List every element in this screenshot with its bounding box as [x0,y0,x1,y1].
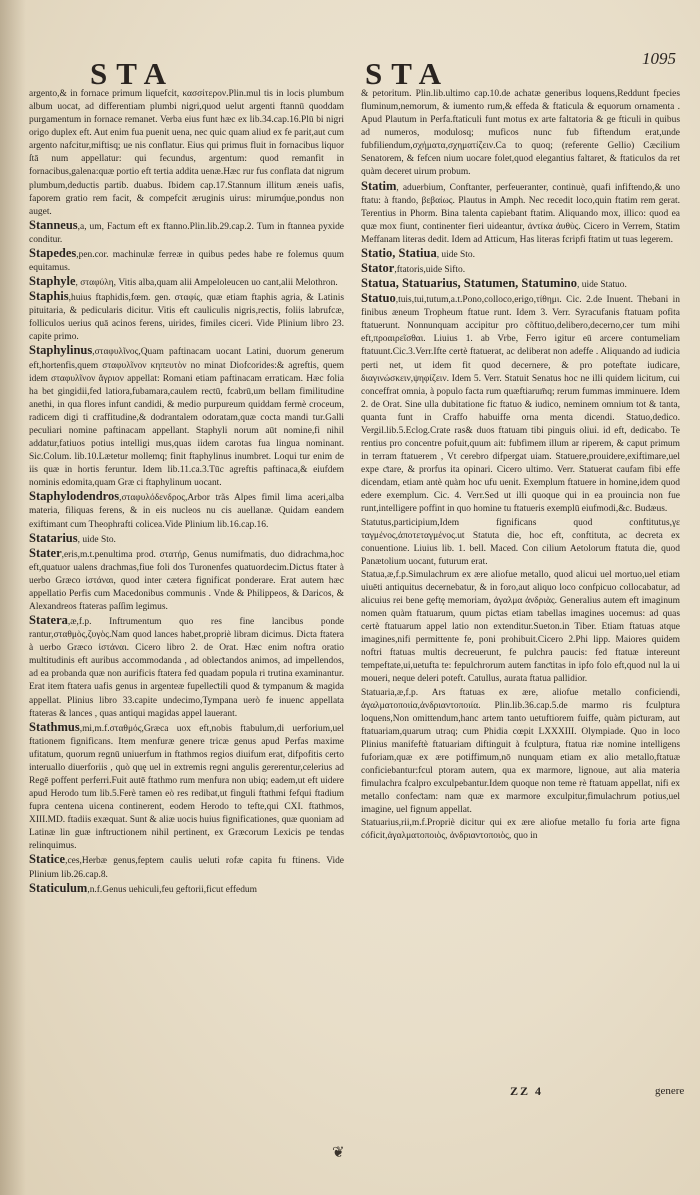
dictionary-entry [361,277,680,292]
entry-headword: Stator [361,261,395,276]
entry-headword: Stathmus [29,719,80,734]
dictionary-entry [361,247,680,262]
dictionary-entry [361,517,680,569]
signature-mark: ZZ 4 [510,1084,544,1098]
dictionary-entry [361,88,680,180]
entry-headword: Staphis [29,289,69,304]
entry-headword: Statio, Statiua [361,245,437,260]
entry-text: ,pen.cor. machinulæ ferreæ in quibus pedes habe re folemus quum equitamus. [29,249,344,274]
left-running-head: STA [90,56,176,91]
dictionary-entry [29,547,344,614]
entry-headword: Statera [29,613,68,628]
dictionary-entry [361,817,680,843]
entry-headword: Statarius [29,530,78,545]
entry-text: ,ftatoris,uide Sifto. [394,265,466,276]
entry-headword: Statuo [361,291,396,306]
dictionary-entry [29,490,344,531]
entry-text: & petoritum. Plin.lib.ultimo cap.10.de achatæ generibus loquens,Reddunt fpecies fluminum,nemorum, & iumento rum,& effeda & ftaticula & equorum ornamenta . Apud Plautum in Perfa.ftaticuli funt motus ex arte faltatoria & ge fticuli in quibus ad numeros, modulosq; muficos nunc fub fiftendum erat,unde fubfiliendum,σχήματα,σχηματίζειν.Ca to quoq; (referente Gellio) Cæcilium Senatorem, & fefcen nium uocare folet,quod elegantius faltaret, & ftaticulos da ret quàm deceret uirum probum. [361,89,680,178]
catchword: genere [655,1085,685,1097]
dictionary-entry [29,721,344,854]
entry-text: ,tuis,tui,tutum,a.t.Pono,colloco,erigo,τίθημι. Cic. 2.de Inuent. Thebani in finibus æneum Tropheum ftatue runt. Idem 3. Verr. Syracufanis ftatuam pofita ftatuerunt. Nonnunquam accipitur pro cõftituo,delibero,decerno,cer tum mihi eft,προαιρεῖσθαι. Liuius 1. ab Vrbe, Ferro igitur eū arcere contumeliam ftatuunt.Cic.3.Verr.Ifte certè ftatuerat, ac deliberat non adeffe . Aliquando ad iudicia perti net, ut idem fit quod decernere, & pro poteftate iudicare, διαγινώσκειν,ψηφίζειν. Idem 5. Verr. Statuit Senatus hoc ne illi quidem licitum, cui conceffrat omnia, à populo facta rum quæftiarum̄q; rerum fummas imminuere. Idem 2. de Orat. Sine ulla dubitatione fic ftatuo & iudico, neminem omnium tot & tanta, quanta funt in Craffo habuiffe orna menta dicendi. Statuo,dedico. Vergil.lib.5.Eclog.Crate ras& duos ftatuam tibi pinguis oliui. id eft, dedicabo. Te rentius pro concentre pofuit,quum ait: fubfimem illum ar riperem, & caput primum in terram ftatuerem , Vt cerebro difpergat uiam. Statuere,prouidere,exiftimare,uel expe ƈtare, & prorfus ita opinari. Cicero ultimo. Verr. Statuerat caufam fibi effe dicendam, etiam antè quàm hoc ufu uenit. Exemplum ftatuere in homine,idem quod edere exemplum. Cic. 4. Verr.Sed ut illi quoque qui in ea prouincia non fue runt,intelligere poffint in quo homine tu ftatueris exemplū eiufmodi,&c. Budæus. [361,295,680,515]
entry-headword: Statice [29,852,66,867]
entry-headword: Stanneus [29,217,78,232]
right-column [361,88,680,843]
entry-text: ,eris,m.t.penultima prod. στατήρ, Genus numifmatis, duo didrachma,hoc eft,quatuor ualens drachmas,fiue foli dos Turonenfes quatuordecim.Dictus ftater à uerbo Græco ἱστάναι, quod inter cætera fignificat ponderare. Erat autem hæc appellatio Perfis cum Macedonibus communis . Vnde & Philippeos, & Daricos, & Alexandreos ftateras paſſim legimus. [29,549,344,612]
dictionary-entry [29,247,344,275]
entry-text: Statutus,participium,Idem fignificans quod conftitutus,γε ταγμένος,ἀποτεταγμένος.ut Statuta die, hoc eft, conftituta, ac decreta ex conuentione. Liuius lib. 1. bell. Maced. Con cilium Aetolorum ftatuta die, quod Panætolium uocant, futurum erat. [361,517,680,567]
entry-headword: Staticulum [29,880,88,895]
page-number: 1095 [642,49,676,68]
dictionary-entry [29,614,344,721]
entry-text: Statuaria,æ,f.p. Ars ftatuas ex ære, aliofue metallo conficiendi, ἀγαλματοποιία,ἀνδριαντοποιία. Plin.lib.36.cap.5.de marmo ris fculptura loquens,Non omittendum,hanc artem tanto uetuftiorem fuiffe, quàm piƈturam, aut ftatuariam,quarum utraq; cum Phidia cœpit LXXXIII. Olympiade. Quo in loco Plinius manifeftè ftatuariam diftinguit à fculptura, ftatua riæ nomine intelligens fuforiam,quæ ex ære potiffimum,nō nunquam etiam ex alio metallo,ftatuæ conficiebantur:fcul ptoram autem, qua ex marmore, lignoue, aut alia materia fimulachra fcalpro exculpebantur.Idem quoque non teme rè ftatuam appellat, nifi ex metallo confeƈtam: nam quæ ex marmore exculpitur,fimulachrum potius,uel imagine, uel fignum appellat. [361,687,680,816]
dictionary-entry [361,262,680,277]
dictionary-entry [29,882,344,897]
dictionary-entry [29,344,344,490]
dictionary-entry [361,180,680,247]
right-running-head: STA [365,56,451,91]
printer-ornament: ❦ [332,1145,345,1161]
entry-text: ,a, um, Factum eft ex ftanno.Plin.lib.29.cap.2. Tum in ftannea pyxide conditur. [29,221,344,245]
left-column [29,88,344,897]
entry-text: , uide Sto. [436,249,475,260]
dictionary-entry [29,275,344,290]
entry-text: ,mi,m.f.σταθμός,Græca uox eft,nobis ftabulum,di uerforium,uel ftationem fignificans. Item menfuræ genere tricæ genus apud Perfas maxime ufitatum, quorum regnū uniuerfum in ftathmos regios diuifum erat, difpofitis certo interuallo diuerforiis , quò quę uel in extremis regni angulis gererentur,celerius ad Regē poffent perferri.Fuit autē ftathmo rum menfura non ubiq; eadem,ut eft uidere apud Herodo tum lib.5.Ferè tamen eò res redibat,ut finguli ftathmi fefqui ftadium fupra centena uicena continerent, eodem Herodo to tefte,qui CXI. ftathmos, XIII.MD. ftadiis exæquat. Sunt & aliæ uocis huius fignificationes, quæ quoniam ad Latinæ lin guæ inftructionem nihil pertinent, ex Græcorum Lexicis pe tendas relinquimus. [29,723,344,852]
entry-headword: Statua, Statuarius, Statumen, Statumino [361,276,578,291]
entry-headword: Stater [29,545,62,560]
dictionary-entry [361,292,680,516]
entry-text: , uide Statuo. [577,280,627,291]
entry-text: , aduerbium, Conftanter, perfeueranter, continuè, quafi infiftendo,& uno ftatu: à ftando, βεβαίως. Plautus in Amph. Nec recedit loco,quin ftatim rem gerat. Terentius in Phorm. Bina talenta capiebant ftatim. Aliquando mox, illico: quod ea quæ mox fiunt, continenter fieri uideantur, ἀντίκα ἀυθὺς. Cicero in Verrem, Statim Meffanam literas dedit. Idem ad Atticum, Has literas fcripfi ftatim ut tuas legerem. [361,182,680,245]
dictionary-entry [29,219,344,247]
dictionary-entry [361,569,680,687]
dictionary-entry [361,687,680,818]
entry-text: ,σταφυλῖνος,Quam paftinacam uocant Latini, duorum generum eft,hortenfis,quem σταφυλῖνον κηπευτὸν no minat Diofcorides:& agreftis, quem idem σταφυλῖνον ἄγριον appellat: Romani etiam paftinacam erraticam. Hæc folia ha bet gingidii,fed latiora,fubamara,caulem rectū, fcabrū,um bellam fimilitudine anethi, in qua flores infunt candidi, & medio purpureum quiddam fermè croceum, radicem digi ti craffitudine,& dodrantalem odoratam,quæ cocta mandi tur.Galli peculiari nomine paftinacam appellant. Staphyli norum aūt nomine,fi nihil addatur,fatiuos potius intelligi mus,quas iidem carotas fua lingua nominant. Sic.Colum. lib.10.Lætetur mollemq; finit ftaphylinus inumbret. Loqui tur enim de iis quæ in hortis feruntur. Idem lib.11.ca.3.Tūc agreftis paftinaca,& eiufdem nominis edomita,quam Græ ci ftaphylinum uocant. [29,347,344,489]
dictionary-entry [29,290,344,344]
entry-text: argento,& in fornace primum liquefcit, κασσίτερον.Plin.mul tis in locis plumbum album uocat, ad differentiam plumbi nigri,quod uelut argenti ftannū quoddam purgamentum in fornace remanet. Verba eius funt hæc ex lib.34.cap.16.Plū bi nigri origo duplex eft. Aut enim fua puenit uena, nec quic quam aliud ex fe parit,aut cum argento nafcitur,miftisq; ue nis conflatur. Eius qui primus fluit in fornacibus liquor ſtā num appellatur: qui fecundus, argentum: quod remanfit in fornacibus,galena:quæ portio eft tertia addita uenæ.Hæc rur fus conflata dat nigrum plumbum,deductis partib. duabus. Ibidem cap.17.Stannum illitum æneis uafis, faporem gratio rem facit, & compefcit æruginis uirus: mirumq́ue,pondus non auget. [29,89,345,217]
entry-headword: Staphyle [29,274,76,289]
entry-text: Statua,æ,f.p.Simulachrum ex ære aliofue metallo, quod alicui uel mortuo,uel etiam uiuēti antiquitus decernebatur, & in foro,aut aliquo loco confpicuo collocabatur, ad alicuius rei bene geftę memoriam, ἀγαλμα ἀνδριὰς. Generalius autem eft imaginum nomen quàm ftatuarum, quum piƈtas etiam tabellas imagines uocemus: ad quas certè ftatuarum appel latio non extenditur.Sueton.in Tiber. Etiam ftatuas atque imagines,nifi permittente fe, poni prohibuit.Cicero 2.Phi lipp. Maiores quidem noftri ftatuas multis decreuerunt, fe pulchra paucis: fed ftatuæ intereunt tempeftate,ui,uetufta te: fepulchrorum autem fanƈtitas in ipfo folo eft,quod nul la ui moueri, neque deleri poteft. Catullus, aurata ftatua pallidior. [361,569,680,685]
dictionary-entry [29,88,344,219]
entry-text: ,σταφυλόδενδρος,Arbor trãs Alpes fimil lima aceri,alba materia, filiquas ferens, & in eis nucleos nu cis auellanæ. Quidam eandem exiftimant cum Theophrafti colicea.Vide Plinium lib.16.cap.16. [29,493,344,530]
dictionary-entry [29,532,344,547]
entry-text: ,ces,Herbæ genus,feptem caulis ueluti rofæ capita fu ftinens. Vide Plinium lib.26.cap.8. [29,856,344,880]
entry-text: ,æ,f.p. Inftrumentum quo res fine lancibus ponde rantur,σταθμὸς,ζυγὸς.Nam quod lances habet,propriè libram dicimus. Dicta ftatera à uerbo Græco ἱστάναι. Cicero libro 2. de Orat. Hæc enim noftra oratio multitudinis eft auribus accommodanda , ad obleƈtandos animos, ad impellendos, ad ea probanda quæ non aurificis ftatera fed quadam popula ri trutina examinantur. Erat item ftatera uafis genus in argenteæ fupelleƈtili quod & tympanum & magida appellat. Plinius libro 33.capite undecimo,Tympana uerò fe inuenc appellata ftateras & lances , quas antiqui magidas appel lauerant. [29,617,344,719]
entry-headword: Staphylodendros [29,489,120,504]
gutter-shadow [0,0,26,1195]
dictionary-entry [29,853,344,881]
entry-headword: Stapedes [29,245,77,260]
entry-headword: Staphylinus [29,343,93,358]
entry-text: Statuarius,rii,m.f.Propriè dicitur qui ex ære aliofue metallo fu foria arte figna cóficit,ἀγαλματοποιὸς, ἀνδριαντοποιὸς, quo in [361,818,680,842]
entry-text: , σταφύλη, Vitis alba,quam alii Ampeloleucen uo cant,alii Melothron. [75,278,338,289]
entry-text: , uide Sto. [77,534,116,545]
entry-text: ,huius ftaphidis,fœm. gen. σταφίς, quæ etiam ftaphis agria, & Latinis pituitaria, & pedicularis dicitur. Vitis eft cauliculis nigris,rectis, foliis labrufcæ, folliculos uerius quā acinos ferens, uirides, fimiles ciceri. Vide Plinium libro 23. capite primo. [29,293,344,343]
entry-headword: Statim [361,178,397,193]
entry-text: ,n.f.Genus uehiculi,feu geftorii,ficut effedum [87,884,257,895]
